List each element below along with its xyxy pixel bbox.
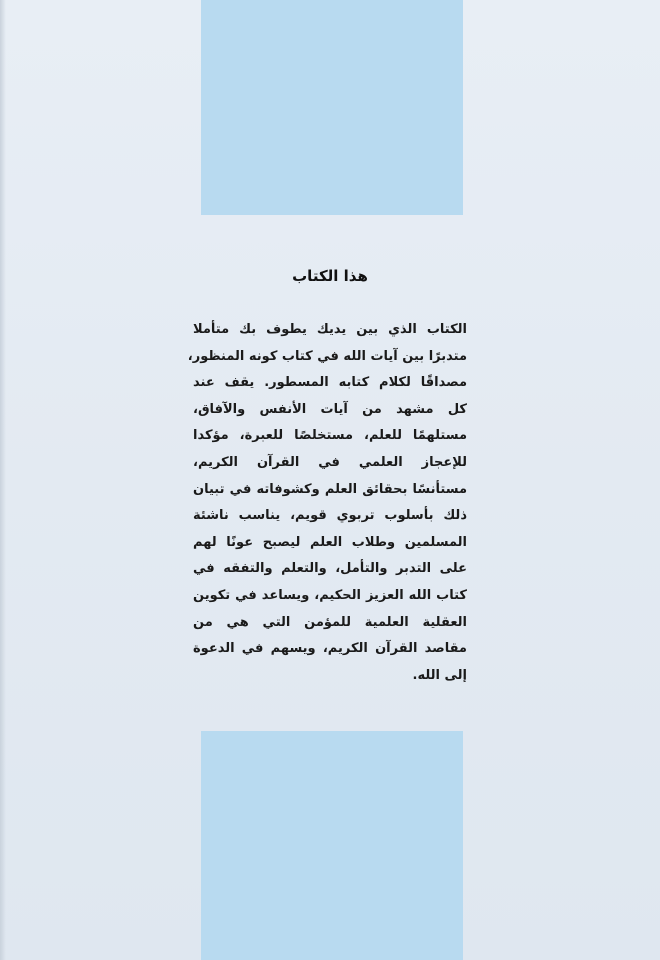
description-line: إلى الله. — [412, 667, 467, 683]
description-text — [187, 317, 467, 689]
top-blue-band — [201, 0, 463, 215]
bottom-blue-band — [201, 731, 463, 960]
description-line: متدبرًا بين آيات الله في كتاب كونه المنظور، — [187, 348, 467, 364]
cover-title: هذا الكتاب — [292, 267, 368, 285]
description-line: المسلمين وطلاب العلم ليصبح عونًا لهم — [193, 534, 467, 550]
description-line: مصداقًا لكلام كتابه المسطور. يقف عند — [193, 375, 467, 391]
description-line: على التدبر والتأمل، والتعلم والتفقه في — [193, 561, 467, 577]
description-line: العقلية العلمية للمؤمن التي هي من — [193, 614, 467, 630]
description-line: للإعجاز العلمي في القرآن الكريم، — [193, 454, 467, 470]
description-line: ذلك بأسلوب تربوي قويم، يناسب ناشئة — [193, 508, 467, 524]
description-line: مستلهمًا للعلم، مستخلصًا للعبرة، مؤكدا — [193, 428, 467, 444]
description-line: كتاب الله العزيز الحكيم، ويساعد في تكوين — [193, 587, 467, 603]
description-line: مستأنسًا بحقائق العلم وكشوفاته في تبيان — [193, 481, 467, 497]
description-line: الكتاب الذي بين يديك يطوف بك متأملا — [193, 322, 467, 337]
description-line: مقاصد القرآن الكريم، ويسهم في الدعوة — [193, 641, 467, 657]
description-line: كل مشهد من آيات الأنفس والآفاق، — [193, 401, 467, 417]
spine-shadow — [0, 0, 6, 960]
